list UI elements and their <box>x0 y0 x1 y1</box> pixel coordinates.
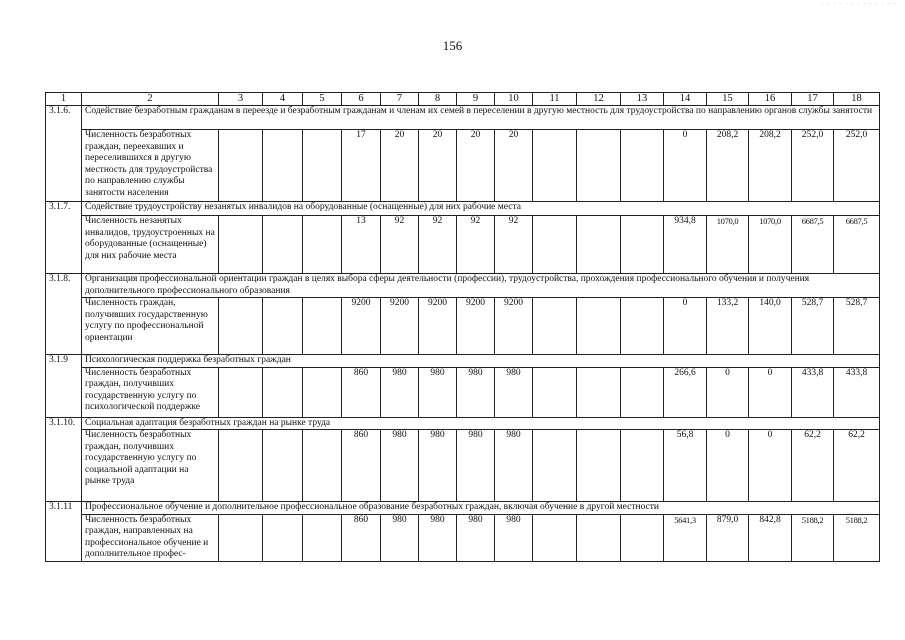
value-cell <box>263 430 303 502</box>
value-cell: 9200 <box>457 298 495 355</box>
indicator-description: Численность безработных граждан, получивших государственную услугу по психологической поддержке <box>82 367 219 417</box>
value-cell <box>533 130 577 202</box>
indicator-row <box>46 430 880 502</box>
value-cell: 6687,5 <box>834 216 880 274</box>
column-header: 8 <box>419 93 457 106</box>
value-cell <box>533 514 577 561</box>
section-number: 3.1.11 <box>46 502 82 562</box>
value-cell: 980 <box>419 514 457 561</box>
page-corner-mark: · · · · · · · · · · · · · <box>820 0 897 8</box>
value-cell: 0 <box>664 298 707 355</box>
value-cell: 252,0 <box>792 130 834 202</box>
value-cell: 980 <box>457 514 495 561</box>
section-number: 3.1.9 <box>46 355 82 418</box>
value-cell: 92 <box>495 216 533 274</box>
indicator-row <box>46 514 880 561</box>
value-cell <box>533 367 577 417</box>
table-body <box>46 93 880 562</box>
column-header: 14 <box>664 93 707 106</box>
value-cell: 860 <box>342 367 381 417</box>
value-cell <box>533 430 577 502</box>
value-cell <box>219 367 263 417</box>
value-cell <box>577 367 621 417</box>
value-cell: 0 <box>707 367 749 417</box>
indicator-row <box>46 216 880 274</box>
value-cell: 842,8 <box>749 514 792 561</box>
value-cell: 5641,3 <box>664 514 707 561</box>
section-title-row <box>46 502 880 515</box>
value-cell: 980 <box>419 367 457 417</box>
indicator-description: Численность незанятых инвалидов, трудоустроенных на оборудованные (оснащенные) для них рабочие места <box>82 216 219 274</box>
column-header: 3 <box>219 93 263 106</box>
value-cell <box>303 298 342 355</box>
value-cell: 208,2 <box>749 130 792 202</box>
section-title-row <box>46 417 880 430</box>
value-cell: 208,2 <box>707 130 749 202</box>
column-header: 10 <box>495 93 533 106</box>
value-cell: 433,8 <box>834 367 880 417</box>
value-cell: 9200 <box>419 298 457 355</box>
value-cell: 6687,5 <box>792 216 834 274</box>
value-cell: 20 <box>457 130 495 202</box>
page-number: 156 <box>442 38 463 53</box>
value-cell <box>219 430 263 502</box>
section-title-row <box>46 106 880 130</box>
value-cell: 92 <box>381 216 419 274</box>
section-number: 3.1.8. <box>46 274 82 355</box>
value-cell: 0 <box>749 430 792 502</box>
value-cell: 0 <box>664 130 707 202</box>
section-title-row <box>46 274 880 298</box>
value-cell <box>577 430 621 502</box>
value-cell <box>303 367 342 417</box>
column-header: 7 <box>381 93 419 106</box>
indicator-description: Численность безработных граждан, направленных на профессиональное обучение и дополнительное профес- <box>82 514 219 561</box>
value-cell: 528,7 <box>834 298 880 355</box>
value-cell: 5188,2 <box>792 514 834 561</box>
value-cell <box>533 216 577 274</box>
indicator-description: Численность граждан, получивших государственную услугу по профессиональной ориентации <box>82 298 219 355</box>
value-cell <box>577 514 621 561</box>
value-cell <box>577 298 621 355</box>
value-cell: 9200 <box>495 298 533 355</box>
section-number: 3.1.10. <box>46 417 82 502</box>
value-cell: 252,0 <box>834 130 880 202</box>
value-cell: 528,7 <box>792 298 834 355</box>
value-cell <box>219 216 263 274</box>
column-header: 12 <box>577 93 621 106</box>
indicator-row <box>46 130 880 202</box>
section-title: Психологическая поддержка безработных граждан <box>82 355 880 368</box>
column-header: 17 <box>792 93 834 106</box>
value-cell <box>263 367 303 417</box>
value-cell <box>263 298 303 355</box>
value-cell: 62,2 <box>834 430 880 502</box>
indicator-row <box>46 298 880 355</box>
value-cell: 980 <box>457 430 495 502</box>
section-title-row <box>46 355 880 368</box>
value-cell <box>303 216 342 274</box>
section-title: Содействие безработным гражданам в переезде и безработным гражданам и членам их семей в переселении в другую местность для трудоустройства по направлению органов службы занятости <box>82 106 880 130</box>
value-cell <box>621 514 664 561</box>
value-cell <box>219 130 263 202</box>
column-header: 11 <box>533 93 577 106</box>
value-cell <box>621 298 664 355</box>
value-cell: 0 <box>707 430 749 502</box>
value-cell: 20 <box>419 130 457 202</box>
value-cell: 20 <box>495 130 533 202</box>
program-table <box>45 92 880 562</box>
value-cell <box>219 514 263 561</box>
section-title-row <box>46 202 880 216</box>
section-title: Организация профессиональной ориентации граждан в целях выбора сферы деятельности (профессии), трудоустройства, прохождения профессионального обучения и получения дополнительного профессионального образования <box>82 274 880 298</box>
column-header: 6 <box>342 93 381 106</box>
indicator-description: Численность безработных граждан, переехавших и переселившихся в другую местность для трудоустройства по направлению службы занятости населения <box>82 130 219 202</box>
section-title: Социальная адаптация безработных граждан на рынке труда <box>82 417 880 430</box>
value-cell: 56,8 <box>664 430 707 502</box>
section-title: Профессиональное обучение и дополнительное профессиональное образование безработных граждан, включая обучение в другой местности <box>82 502 880 515</box>
value-cell: 980 <box>457 367 495 417</box>
indicator-description: Численность безработных граждан, получивших государственную услугу по социальной адаптации на рынке труда <box>82 430 219 502</box>
column-header: 9 <box>457 93 495 106</box>
value-cell: 62,2 <box>792 430 834 502</box>
value-cell: 1070,0 <box>707 216 749 274</box>
value-cell: 980 <box>495 367 533 417</box>
value-cell: 140,0 <box>749 298 792 355</box>
value-cell: 20 <box>381 130 419 202</box>
value-cell: 13 <box>342 216 381 274</box>
value-cell: 860 <box>342 430 381 502</box>
value-cell: 860 <box>342 514 381 561</box>
value-cell: 980 <box>495 430 533 502</box>
value-cell: 133,2 <box>707 298 749 355</box>
column-header: 16 <box>749 93 792 106</box>
value-cell: 266,6 <box>664 367 707 417</box>
value-cell: 9200 <box>381 298 419 355</box>
value-cell <box>303 430 342 502</box>
value-cell <box>621 130 664 202</box>
value-cell <box>533 298 577 355</box>
column-header: 4 <box>263 93 303 106</box>
value-cell: 879,0 <box>707 514 749 561</box>
value-cell <box>263 216 303 274</box>
value-cell <box>303 130 342 202</box>
section-number: 3.1.6. <box>46 106 82 202</box>
value-cell: 9200 <box>342 298 381 355</box>
value-cell: 980 <box>419 430 457 502</box>
value-cell: 980 <box>495 514 533 561</box>
value-cell: 980 <box>381 430 419 502</box>
value-cell <box>577 130 621 202</box>
header-row <box>46 93 880 106</box>
value-cell: 433,8 <box>792 367 834 417</box>
value-cell <box>263 130 303 202</box>
value-cell: 1070,0 <box>749 216 792 274</box>
value-cell: 92 <box>457 216 495 274</box>
value-cell <box>577 216 621 274</box>
value-cell: 980 <box>381 514 419 561</box>
value-cell <box>621 367 664 417</box>
value-cell: 92 <box>419 216 457 274</box>
indicator-row <box>46 367 880 417</box>
value-cell <box>621 216 664 274</box>
value-cell: 17 <box>342 130 381 202</box>
value-cell: 980 <box>381 367 419 417</box>
column-header: 2 <box>82 93 219 106</box>
column-header: 15 <box>707 93 749 106</box>
value-cell <box>263 514 303 561</box>
value-cell <box>621 430 664 502</box>
column-header: 5 <box>303 93 342 106</box>
value-cell <box>303 514 342 561</box>
value-cell: 934,8 <box>664 216 707 274</box>
column-header: 1 <box>46 93 82 106</box>
column-header: 18 <box>834 93 880 106</box>
value-cell <box>219 298 263 355</box>
value-cell: 5188,2 <box>834 514 880 561</box>
value-cell: 0 <box>749 367 792 417</box>
column-header: 13 <box>621 93 664 106</box>
section-number: 3.1.7. <box>46 202 82 274</box>
section-title: Содействие трудоустройству незанятых инвалидов на оборудованные (оснащенные) для них рабочие места <box>82 202 880 216</box>
